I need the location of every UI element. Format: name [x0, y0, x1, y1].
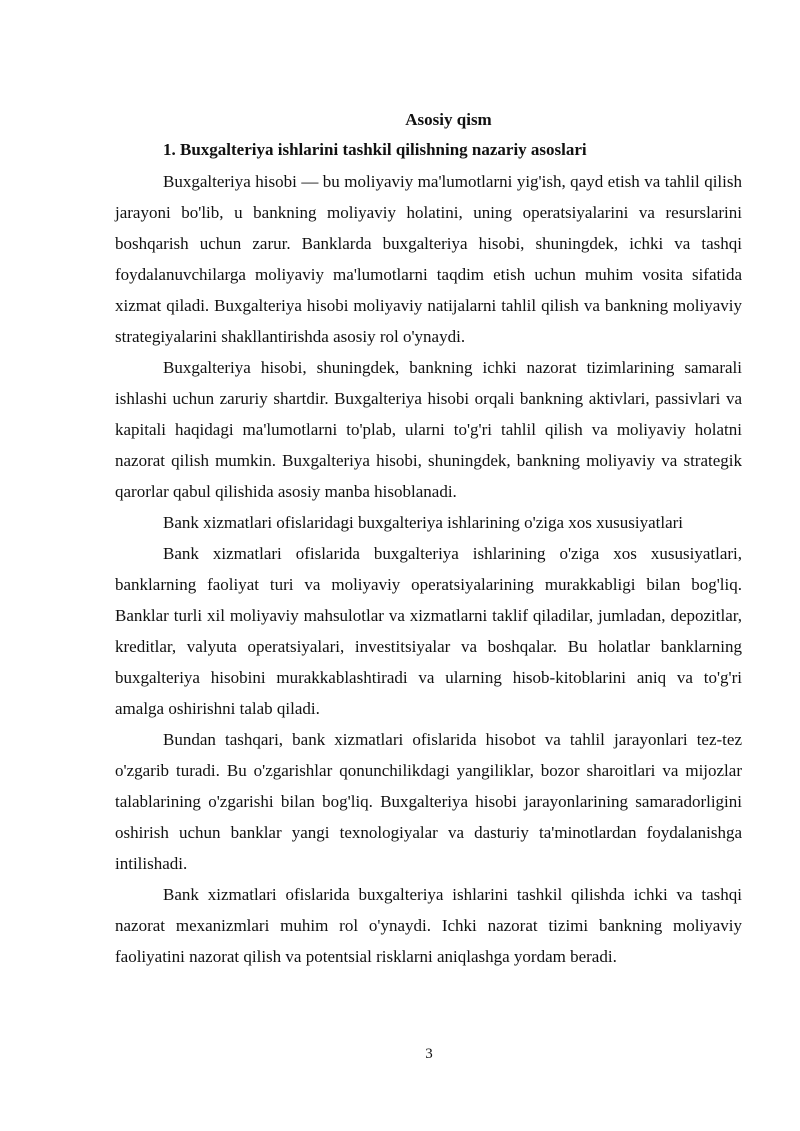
document-title: Asosiy qism — [405, 110, 492, 129]
paragraph-4: Bundan tashqari, bank xizmatlari ofislarida hisobot va tahlil jarayonlari tez-tez o'zgarib turadi. Bu o'zgarishlar qonunchilikdagi yangiliklar, bozor sharoitlari va mijozlar talablarining o'zgarishi bilan bog'liq. Buxgalteriya hisobi jarayonlarining samaradorligini oshirish uchun banklar yangi texnologiyalar va dasturiy ta'minotlardan foydalanishga intilishadi. — [115, 730, 742, 873]
paragraph-1: Buxgalteriya hisobi — bu moliyaviy ma'lumotlarni yig'ish, qayd etish va tahlil qilish jarayoni bo'lib, u bankning moliyaviy holatini, uning operatsiyalarini va resurslarini boshqarish uchun zarur. Banklarda buxgalteriya hisobi, shuningdek, ichki va tashqi foydalanuvchilarga moliyaviy ma'lumotlarni taqdim etish uchun muhim vosita sifatida xizmat qiladi. Buxgalteriya hisobi moliyaviy natijalarni tahlil qilish va bankning moliyaviy strategiyalarini shakllantirishda asosiy rol o'ynaydi. — [115, 172, 742, 346]
subheading-paragraph: Bank xizmatlari ofislaridagi buxgalteriya ishlarining o'ziga xos xususiyatlari — [163, 513, 684, 532]
page-number: 3 — [425, 1046, 433, 1062]
paragraph-5: Bank xizmatlari ofislarida buxgalteriya ishlarini tashkil qilishda ichki va tashqi nazorat mexanizmlari muhim rol o'ynaydi. Ichki nazorat tizimi bankning moliyaviy faoliyatini nazorat qilish va potentsial risklarni aniqlashga yordam beradi. — [115, 885, 742, 966]
document-page — [115, 108, 742, 972]
paragraph-2: Buxgalteriya hisobi, shuningdek, bankning ichki nazorat tizimlarining samarali ishlashi uchun zaruriy shartdir. Buxgalteriya hisobi orqali bankning aktivlari, passivlari va kapitali haqidagi ma'lumotlarni to'plab, ularni to'g'ri tahlil qilish va moliyaviy holatni nazorat qilish mumkin. Buxgalteriya hisobi, shuningdek, bankning moliyaviy va strategik qarorlar qabul qilishida asosiy manba hisoblanadi. — [115, 358, 742, 501]
paragraph-3: Bank xizmatlari ofislarida buxgalteriya ishlarining o'ziga xos xususiyatlari, banklarning faoliyat turi va moliyaviy operatsiyalarining murakkabligi bilan bog'liq. Banklar turli xil moliyaviy mahsulotlar va xizmatlarni taklif qiladilar, jumladan, depozitlar, kreditlar, valyuta operatsiyalari, investitsiyalar va boshqalar. Bu holatlar banklarning buxgalteriya hisobini murakkablashtiradi va ularning hisob-kitoblarini aniq va to'g'ri amalga oshirishni talab qiladi. — [115, 544, 742, 718]
section-heading: 1. Buxgalteriya ishlarini tashkil qilishning nazariy asoslari — [163, 140, 587, 159]
